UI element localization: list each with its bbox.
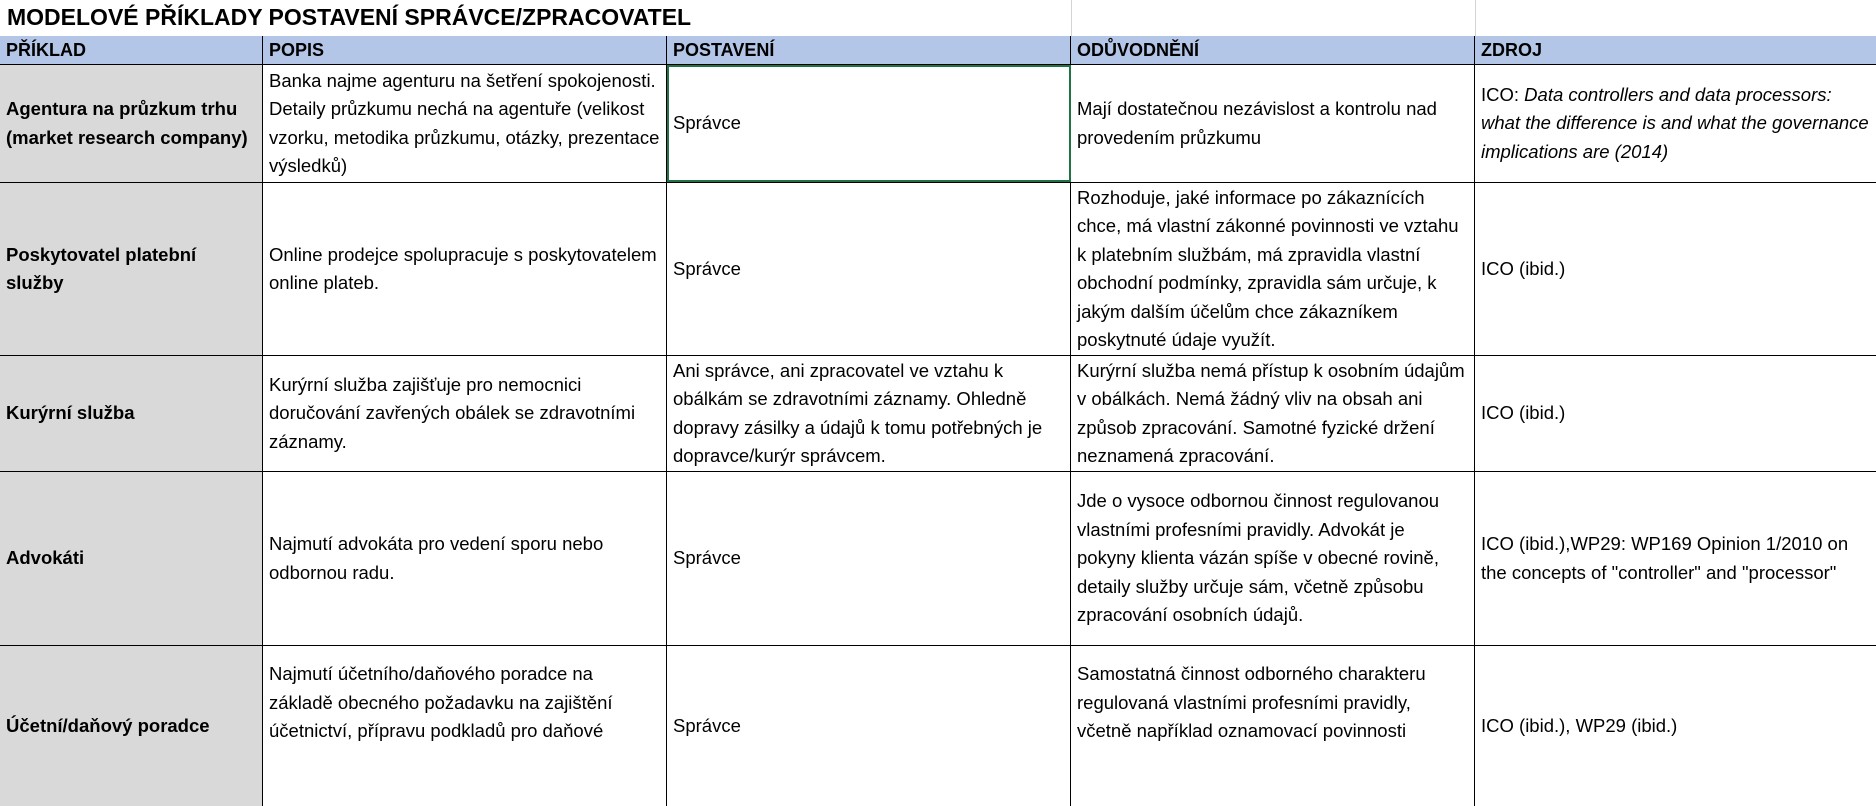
cell-source[interactable]	[1475, 65, 1876, 182]
cell-example[interactable]: Účetní/daňový poradce	[0, 646, 263, 806]
cell-position[interactable]: Správce	[667, 183, 1071, 355]
header-popis[interactable]: POPIS	[263, 36, 667, 64]
cell-position-selected[interactable]: Správce	[667, 65, 1071, 182]
gridline	[1475, 0, 1476, 36]
cell-description[interactable]: Kurýrní služba zajišťuje pro nemocnici doručování zavřených obálek se zdravotními záznamy.	[263, 356, 667, 471]
cell-position[interactable]: Správce	[667, 472, 1071, 645]
table-row	[0, 472, 1876, 646]
cell-description[interactable]: Online prodejce spolupracuje s poskytovatelem online plateb.	[263, 183, 667, 355]
cell-position[interactable]: Správce	[667, 646, 1071, 806]
cell-source[interactable]: ICO (ibid.)	[1481, 402, 1566, 424]
table-row	[0, 646, 1876, 806]
table-row	[0, 183, 1876, 356]
cell-example[interactable]: Advokáti	[0, 472, 263, 645]
source-prefix: ICO:	[1481, 83, 1525, 105]
cell-source[interactable]: ICO (ibid.), WP29 (ibid.)	[1481, 714, 1678, 736]
cell-reason[interactable]: Mají dostatečnou nezávislost a kontrolu nad provedením průzkumu	[1071, 65, 1475, 182]
cell-reason[interactable]: Jde o vysoce odbornou činnost regulovanou vlastními profesními pravidly. Advokát je pokyny klienta vázán spíše v obecné rovině, detaily služby určuje sám, včetně způsobu zpracování osobních údajů.	[1071, 472, 1475, 645]
cell-source[interactable]	[1475, 472, 1876, 645]
cell-example[interactable]: Kurýrní služba	[0, 356, 263, 471]
cell-source-text	[1481, 530, 1870, 587]
cell-reason[interactable]: Rozhoduje, jaké informace po zákaznících chce, má vlastní zákonné povinnosti ve vztahu k platebním službám, má zpravidla vlastní obchodní podmínky, zpravidla sám určuje, k jakým dalším účelům chce zákazníkem poskytnuté údaje využít.	[1071, 183, 1475, 355]
cell-description[interactable]: Banka najme agenturu na šetření spokojenosti. Detaily průzkumu nechá na agentuře (velikost vzorku, metodika průzkumu, otázky, prezentace výsledků)	[263, 65, 667, 182]
title-row	[0, 0, 1876, 37]
table-row	[0, 356, 1876, 472]
header-priklad[interactable]: PŘÍKLAD	[0, 36, 263, 64]
header-oduvodneni[interactable]: ODŮVODNĚNÍ	[1071, 36, 1475, 64]
sheet-title[interactable]: MODELOVÉ PŘÍKLADY POSTAVENÍ SPRÁVCE/ZPRACOVATEL	[7, 4, 692, 30]
cell-reason[interactable]: Kurýrní služba nemá přístup k osobním údajům v obálkách. Nemá žádný vliv na obsah ani způsob zpracování. Samotné fyzické držení neznamená zpracování.	[1071, 356, 1475, 471]
cell-reason[interactable]: Samostatná činnost odborného charakteru regulovaná vlastními profesními pravidly, včetně například oznamovací povinnosti	[1071, 646, 1475, 806]
cell-source-text	[1481, 81, 1870, 167]
cell-example[interactable]: Agentura na průzkum trhu (market research company)	[0, 65, 263, 182]
gridline	[1071, 0, 1072, 36]
source-line: ICO (ibid.),	[1481, 533, 1571, 554]
cell-description[interactable]: Najmutí účetního/daňového poradce na základě obecného požadavku na zajištění účetnictví, přípravu podkladů pro daňové	[263, 646, 667, 806]
cell-example[interactable]: Poskytovatel platební služby	[0, 183, 263, 355]
table-row	[0, 65, 1876, 183]
source-line: WP29: WP169 Opinion 1/2010 on the concepts of "controller" and "processor"	[1481, 533, 1849, 583]
header-zdroj[interactable]: ZDROJ	[1481, 40, 1543, 60]
header-row	[0, 36, 1876, 65]
header-postaveni[interactable]: POSTAVENÍ	[667, 36, 1071, 64]
cell-source[interactable]: ICO (ibid.)	[1481, 257, 1566, 279]
source-italic: Data controllers and data processors: what the difference is and what the governance implications are (2014)	[1481, 83, 1869, 162]
cell-position[interactable]: Ani správce, ani zpracovatel ve vztahu k obálkám se zdravotními záznamy. Ohledně dopravy zásilky a údajů k tomu potřebných je dopravce/kurýr správcem.	[667, 356, 1071, 471]
cell-description[interactable]: Najmutí advokáta pro vedení sporu nebo odbornou radu.	[263, 472, 667, 645]
